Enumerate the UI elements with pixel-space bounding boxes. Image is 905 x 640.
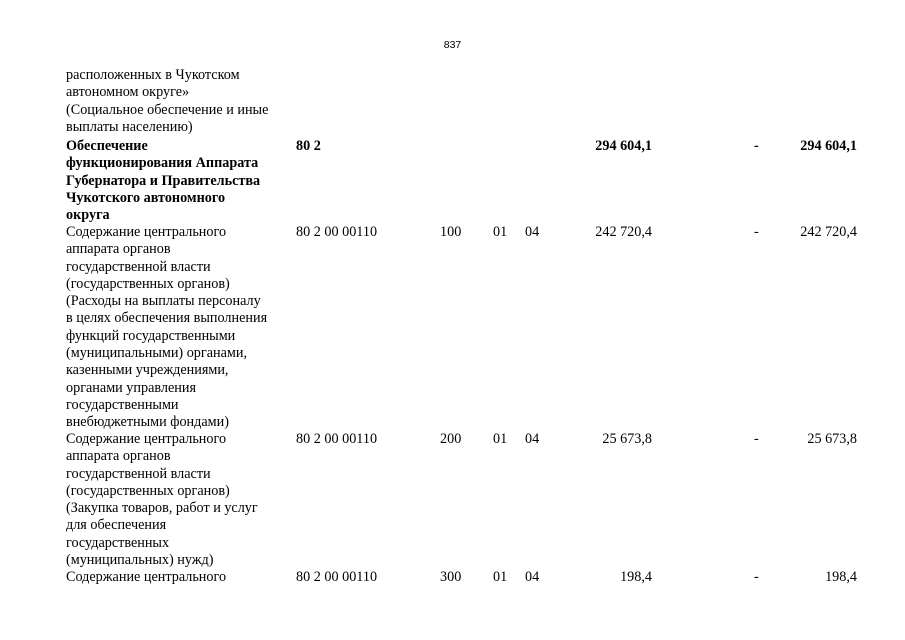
description-line: выплаты населению) bbox=[66, 118, 193, 135]
description-line: Чукотского автономного bbox=[66, 189, 226, 206]
description-line: (государственных органов) bbox=[66, 275, 230, 292]
cell-sum-3: 294 604,1 bbox=[800, 138, 857, 154]
description-line: (государственных органов) bbox=[66, 482, 230, 499]
page-number: 837 bbox=[443, 39, 462, 51]
description-line: государственных bbox=[66, 534, 170, 551]
cell-sum-3: 198,4 bbox=[825, 569, 857, 585]
cell-sum-2: - bbox=[754, 431, 759, 447]
cell-sum-1: 198,4 bbox=[620, 569, 652, 585]
cell-subsection: 04 bbox=[525, 569, 540, 585]
cell-expense-type: 100 bbox=[440, 224, 462, 240]
row-description bbox=[66, 569, 291, 586]
cell-subsection: 04 bbox=[525, 224, 540, 240]
row-description bbox=[66, 138, 291, 224]
description-line: (Социальное обеспечение и иные bbox=[66, 101, 269, 118]
description-line: функций государственными bbox=[66, 327, 236, 344]
cell-sum-3: 242 720,4 bbox=[800, 224, 857, 240]
description-line: государственной власти bbox=[66, 258, 211, 275]
cell-subsection: 04 bbox=[525, 431, 540, 447]
cell-expense-type: 200 bbox=[440, 431, 462, 447]
description-line: Содержание центрального bbox=[66, 569, 227, 585]
cell-section: 01 bbox=[493, 431, 508, 447]
cell-target-code: 80 2 00 00110 bbox=[296, 431, 378, 447]
cell-sum-3: 25 673,8 bbox=[807, 431, 857, 447]
description-line: (Расходы на выплаты персоналу bbox=[66, 293, 261, 310]
description-line: автономном округе» bbox=[66, 84, 190, 101]
description-line: (муниципальных) нужд) bbox=[66, 552, 214, 569]
cell-expense-type: 300 bbox=[440, 569, 462, 585]
cell-sum-2: - bbox=[754, 138, 759, 154]
description-line: в целях обеспечения выполнения bbox=[66, 310, 268, 327]
description-line: Содержание центрального bbox=[66, 431, 227, 447]
description-line: Губернатора и Правительства bbox=[66, 172, 261, 189]
description-line: Обеспечение bbox=[66, 138, 148, 154]
cell-target-code: 80 2 00 00110 bbox=[296, 569, 378, 585]
description-line: Содержание центрального bbox=[66, 224, 227, 240]
description-line: функционирования Аппарата bbox=[66, 155, 259, 172]
row-description bbox=[66, 431, 291, 569]
description-line: казенными учреждениями, bbox=[66, 362, 229, 379]
cell-sum-1: 242 720,4 bbox=[595, 224, 652, 240]
cell-sum-1: 294 604,1 bbox=[595, 138, 652, 154]
cell-sum-2: - bbox=[754, 224, 759, 240]
description-line: государственными bbox=[66, 396, 179, 413]
cell-sum-1: 25 673,8 bbox=[602, 431, 652, 447]
description-line: (муниципальными) органами, bbox=[66, 345, 248, 362]
description-line: для обеспечения bbox=[66, 517, 167, 534]
description-line: (Закупка товаров, работ и услуг bbox=[66, 500, 258, 517]
description-line: органами управления bbox=[66, 379, 196, 396]
description-line: аппарата органов bbox=[66, 448, 171, 465]
description-line: государственной власти bbox=[66, 465, 211, 482]
cell-section: 01 bbox=[493, 224, 508, 240]
row-description bbox=[66, 67, 291, 136]
description-line: внебюджетными фондами) bbox=[66, 414, 229, 431]
description-line: округа bbox=[66, 207, 110, 224]
cell-sum-2: - bbox=[754, 569, 759, 585]
description-line: расположенных в Чукотском bbox=[66, 67, 240, 83]
cell-section: 01 bbox=[493, 569, 508, 585]
cell-target-code: 80 2 00 00110 bbox=[296, 224, 378, 240]
cell-target-code: 80 2 bbox=[296, 138, 321, 154]
row-description bbox=[66, 224, 291, 432]
description-line: аппарата органов bbox=[66, 241, 171, 258]
